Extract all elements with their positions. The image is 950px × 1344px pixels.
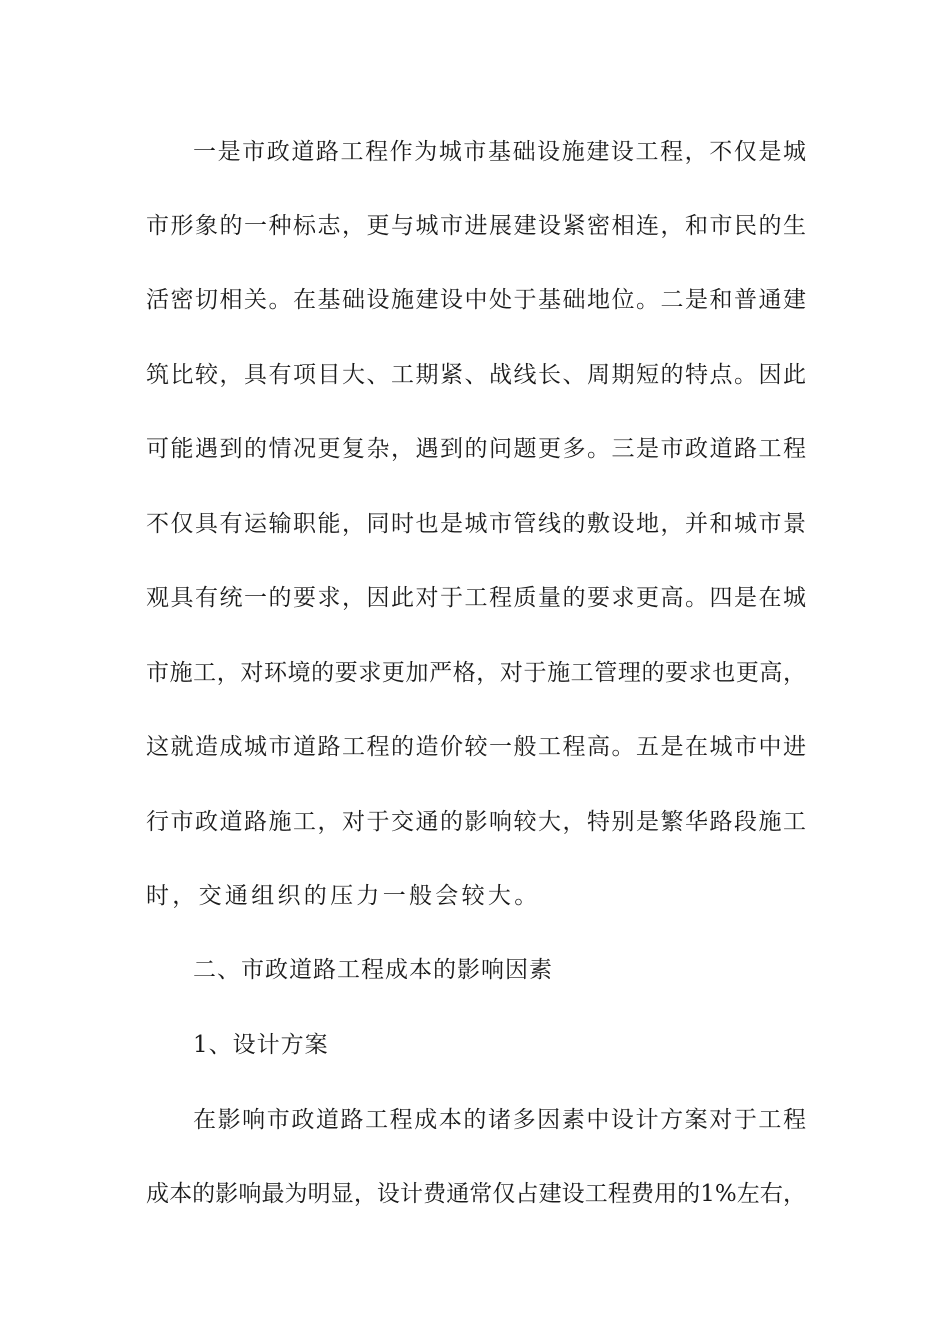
paragraph-line: 成本的影响最为明显，设计费通常仅占建设工程费用的1%左右，	[146, 1181, 806, 1207]
paragraph-line: 不仅具有运输职能，同时也是城市管线的敷设地，并和城市景	[146, 511, 806, 537]
paragraph-line: 活密切相关。在基础设施建设中处于基础地位。二是和普通建	[146, 287, 806, 313]
subsection-heading: 1、设计方案	[193, 1032, 329, 1058]
paragraph-line: 观具有统一的要求，因此对于工程质量的要求更高。四是在城	[146, 585, 806, 611]
paragraph-line: 市施工，对环境的要求更加严格，对于施工管理的要求也更高，	[146, 660, 806, 686]
paragraph-line: 行市政道路施工，对于交通的影响较大，特别是繁华路段施工	[146, 809, 806, 835]
paragraph-line: 时，交通组织的压力一般会较大。	[146, 883, 541, 909]
paragraph-line: 市形象的一种标志，更与城市进展建设紧密相连，和市民的生	[146, 213, 806, 239]
paragraph-line: 可能遇到的情况更复杂，遇到的问题更多。三是市政道路工程	[146, 436, 806, 462]
paragraph-line: 筑比较，具有项目大、工期紧、战线长、周期短的特点。因此	[146, 362, 806, 388]
paragraph-line: 一是市政道路工程作为城市基础设施建设工程，不仅是城	[193, 139, 806, 165]
paragraph-line: 在影响市政道路工程成本的诸多因素中设计方案对于工程	[193, 1107, 806, 1133]
section-heading: 二、市政道路工程成本的影响因素	[193, 957, 553, 983]
paragraph-line: 这就造成城市道路工程的造价较一般工程高。五是在城市中进	[146, 734, 806, 760]
